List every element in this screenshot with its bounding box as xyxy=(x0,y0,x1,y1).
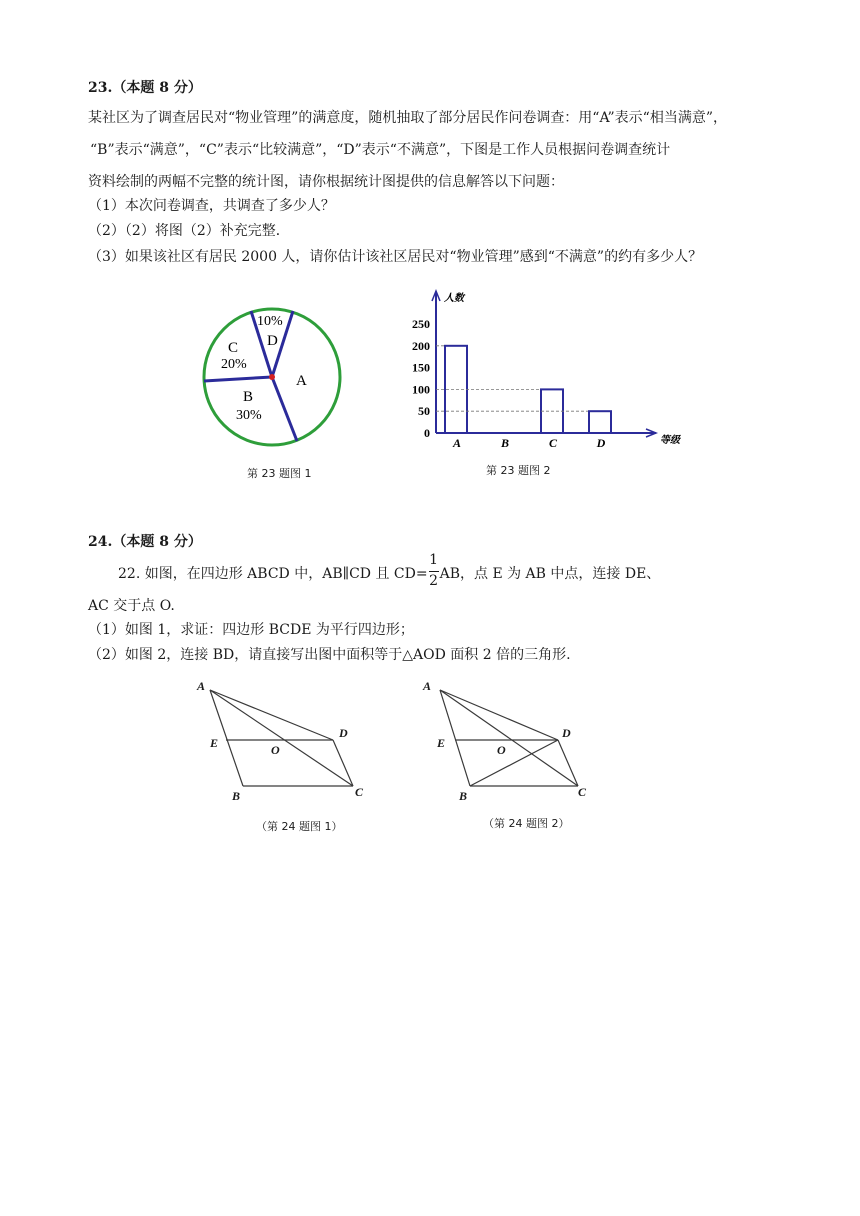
segment-ac xyxy=(210,690,353,786)
y-tick-label: 150 xyxy=(412,360,430,375)
label-d: D xyxy=(562,726,571,740)
x-tick-label: D xyxy=(596,436,606,450)
q23-sub2: （2）（2）将图（2）补充完整． xyxy=(88,223,290,239)
q23-line1: 某社区为了调查居民对“物业管理”的满意度，随机抽取了部分居民作问卷调查：用“A”表示“相当满意”， xyxy=(88,110,727,126)
label-o: O xyxy=(497,743,506,757)
q24-sub2: （2）如图 2，连接 BD，请直接写出图中面积等于△AOD 面积 2 倍的三角形. xyxy=(88,647,571,663)
pie-chart xyxy=(190,290,360,450)
q23-line2: “B”表示“满意”，“C”表示“比较满意”，“D”表示“不满意”，下图是工作人员根据问卷调查统计 xyxy=(90,142,671,158)
label-a: A xyxy=(423,679,432,693)
label-a: A xyxy=(197,679,206,693)
x-tick-label: A xyxy=(452,436,462,450)
label-b: B xyxy=(232,789,241,803)
q24-intro-b: AB，点 E 为 AB 中点，连接 DE、 xyxy=(439,566,661,582)
q24-sub1: （1）如图 1，求证：四边形 BCDE 为平行四边形； xyxy=(88,622,414,638)
q24-intro-c: AC 交于点 O. xyxy=(88,598,175,614)
q23-line3: 资料绘制的两幅不完整的统计图，请你根据统计图提供的信息解答以下问题： xyxy=(88,174,564,190)
pie-label-a: A xyxy=(296,373,307,389)
y-axis-label: 人数 xyxy=(444,293,464,304)
segment-ad xyxy=(440,690,558,740)
pie-label-b-percent: 30% xyxy=(236,408,262,423)
fig23-2-caption: 第 23 题图 2 xyxy=(486,464,551,477)
fraction-bar xyxy=(429,571,439,572)
q23-sub1: （1）本次问卷调查，共调查了多少人？ xyxy=(88,198,335,214)
fraction-denominator: 2 xyxy=(429,573,439,589)
x-tick-label: B xyxy=(500,436,510,450)
label-e: E xyxy=(210,736,219,750)
bar-d xyxy=(589,411,611,433)
pie-label-c-percent: 20% xyxy=(221,357,247,372)
pie-radius-ba xyxy=(272,377,297,441)
fig24-1-caption: （第 24 题图 1） xyxy=(256,820,343,833)
y-tick-label: 250 xyxy=(412,317,430,331)
bar-chart xyxy=(400,285,680,455)
label-d: D xyxy=(339,726,348,740)
segment-ac xyxy=(440,690,578,786)
fig24-1 xyxy=(190,675,380,805)
segment-ad xyxy=(210,690,333,740)
q24-heading: 24.（本题 8 分） xyxy=(88,534,202,550)
pie-radius-cb xyxy=(204,377,272,381)
q23-heading: 23.（本题 8 分） xyxy=(88,80,202,96)
pie-label-c: C xyxy=(228,340,239,356)
y-tick-label: 0 xyxy=(424,426,430,440)
fig24-2-caption: （第 24 题图 2） xyxy=(483,817,570,830)
q24-intro-line xyxy=(118,552,661,589)
label-c: C xyxy=(578,785,587,799)
label-b: B xyxy=(459,789,468,803)
fig23-1-caption: 第 23 题图 1 xyxy=(247,467,312,480)
pie-label-d-percent: 10% xyxy=(257,314,283,329)
y-tick-label: 50 xyxy=(418,404,430,419)
pie-label-b: B xyxy=(243,389,254,405)
fraction-numerator: 1 xyxy=(429,552,439,568)
label-e: E xyxy=(437,736,446,750)
pie-label-d: D xyxy=(267,333,278,349)
x-axis-label: 等级 xyxy=(660,435,680,446)
q24-intro-a: 22. 如图，在四边形 ABCD 中，AB∥CD 且 CD= xyxy=(118,566,428,582)
fraction-half xyxy=(428,552,440,589)
pie-center-dot xyxy=(269,374,275,380)
y-tick-label: 100 xyxy=(412,382,430,397)
x-tick-label: C xyxy=(548,436,558,450)
q23-sub3: （3）如果该社区有居民 2000 人，请你估计该社区居民对“物业管理”感到“不满意”的约有多少人？ xyxy=(88,249,703,265)
label-c: C xyxy=(355,785,364,799)
label-o: O xyxy=(271,743,280,757)
y-tick-label: 200 xyxy=(412,338,430,353)
fig24-2 xyxy=(420,675,610,805)
